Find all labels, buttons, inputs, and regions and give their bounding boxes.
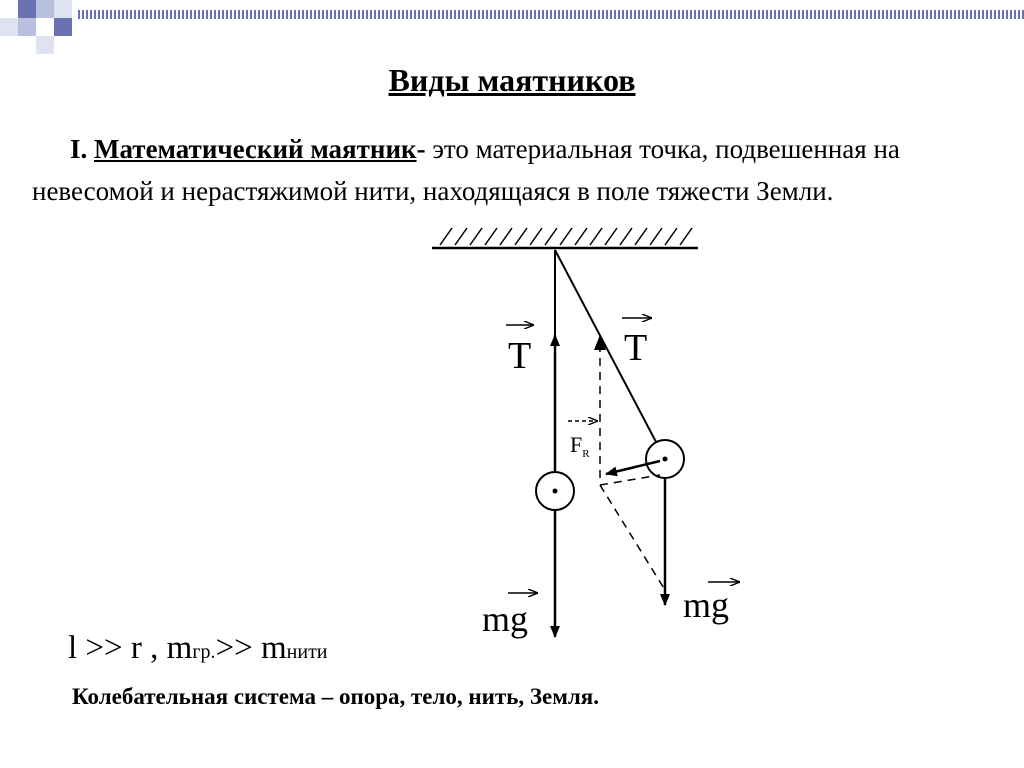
page-title: Виды маятников (388, 62, 636, 98)
gravity-label-vertical: mg (482, 599, 529, 639)
restoring-force-label (570, 432, 590, 460)
definition-text: это материальная точка, подвешенная на невесомой и нерастяжимой нити, находящаяся в поле тяжести Земли. (32, 134, 900, 206)
oscillating-system-summary: Колебательная система – опора, тело, нить, Земля. (72, 684, 599, 709)
string-deflected (555, 250, 665, 459)
definition-term: Математический маятник (94, 134, 417, 164)
condition-subscript2: нити (286, 641, 328, 663)
definition-dash: - (416, 134, 426, 164)
gravity-label-deflected: mg (683, 585, 730, 625)
bob-center-deflected (663, 457, 668, 462)
condition-subscript1: гр. (192, 641, 216, 663)
tension-label-vertical: T (508, 335, 532, 377)
condition-part2: >> m (215, 630, 287, 666)
support-ceiling (432, 228, 698, 248)
condition-formula (68, 630, 328, 667)
restoring-force-subscript: R (582, 448, 590, 460)
section-number: I. (70, 134, 88, 164)
tension-label-deflected: T (624, 327, 648, 369)
restoring-force-letter: F (570, 432, 583, 457)
bob-center-vertical (553, 489, 558, 494)
condition-part1: l >> r , m (68, 630, 193, 666)
